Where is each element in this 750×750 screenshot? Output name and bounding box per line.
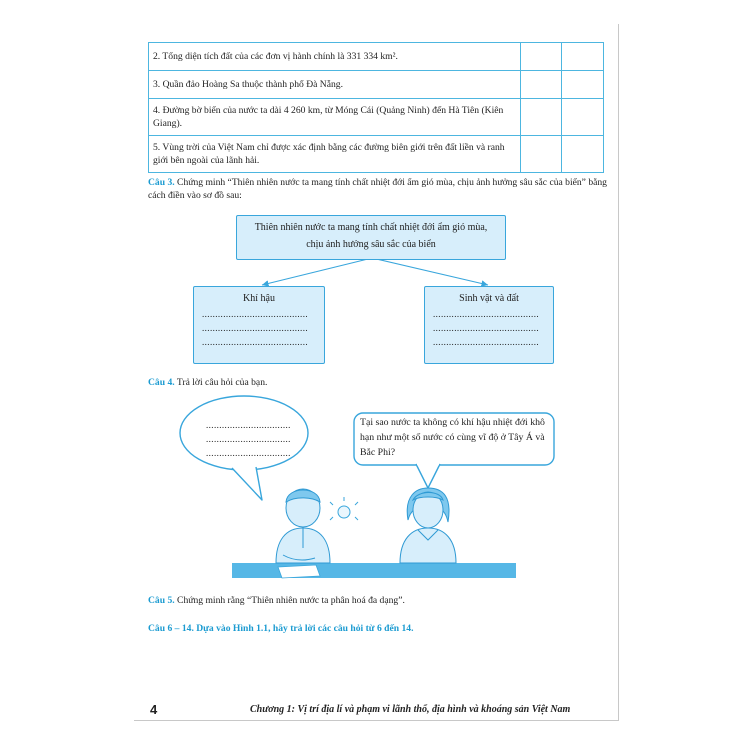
chapter-title: Chương 1: Vị trí địa lí và phạm vi lãnh thổ, địa hình và khoáng sản Việt Nam	[250, 704, 571, 715]
left-bubble-dotlines	[206, 418, 291, 460]
question-3-label: Câu 3.	[148, 177, 175, 188]
paper	[278, 565, 320, 578]
answer-dotline[interactable]: ................................	[206, 420, 291, 430]
question-6-14: Câu 6 – 14. Dựa vào Hình 1.1, hãy trả lời các câu hỏi từ 6 đến 14.	[148, 623, 414, 634]
lightbulb-icon	[330, 497, 358, 520]
answer-dotline[interactable]: ........................................	[202, 323, 308, 333]
boy-figure	[276, 489, 330, 563]
girl-figure	[400, 488, 456, 563]
question-4-text: Trả lời câu hỏi của bạn.	[174, 377, 268, 388]
question-4-label: Câu 4.	[148, 377, 175, 388]
diagram-climate-title: Khí hậu	[243, 293, 275, 304]
diagram-top-line2: chịu ảnh hưởng sâu sắc của biển	[306, 239, 436, 250]
statement-cell: 5. Vùng trời của Việt Nam chỉ được xác định bằng các đường biên giới trên đất liền và ranh giới bên ngoài của lãnh hải.	[149, 136, 521, 173]
answer-dotline[interactable]: ........................................	[202, 309, 308, 319]
diagram-top-line1: Thiên nhiên nước ta mang tính chất nhiệt đới ẩm gió mùa,	[254, 222, 488, 233]
answer-dotline[interactable]: ................................	[206, 448, 291, 458]
statement-cell: 3. Quần đảo Hoàng Sa thuộc thành phố Đà Nẵng.	[149, 71, 521, 99]
diagram-biota-soil-title: Sinh vật và đất	[459, 293, 519, 304]
question-5-text: Chứng minh rằng “Thiên nhiên nước ta phân hoá đa dạng”.	[174, 595, 405, 606]
right-bubble-question: Tại sao nước ta không có khí hậu nhiệt đới khô hạn như một số nước có cùng vĩ độ ở Tây Á và Bắc Phi?	[360, 417, 545, 458]
question-5-label: Câu 5.	[148, 595, 175, 606]
answer-dotline[interactable]: ........................................	[433, 309, 539, 319]
answer-dotline[interactable]: ................................	[206, 434, 291, 444]
answer-dotline[interactable]: ........................................	[433, 337, 539, 347]
answer-dotline[interactable]: ........................................	[202, 337, 308, 347]
desk	[232, 563, 516, 578]
question-3-text: Chứng minh “Thiên nhiên nước ta mang tính chất nhiệt đới ẩm gió mùa, chịu ảnh hưởng sâu sắc của biển” bằng cách điền vào sơ đồ sau:	[148, 177, 607, 201]
statement-cell: 4. Đường bờ biển của nước ta dài 4 260 km, từ Móng Cái (Quảng Ninh) đến Hà Tiên (Kiên Giang).	[149, 99, 521, 136]
statement-cell: 2. Tổng diện tích đất của các đơn vị hành chính là 331 334 km².	[149, 43, 521, 71]
question-5	[148, 594, 608, 607]
answer-dotline[interactable]: ........................................	[433, 323, 539, 333]
page-number: 4	[150, 702, 158, 717]
